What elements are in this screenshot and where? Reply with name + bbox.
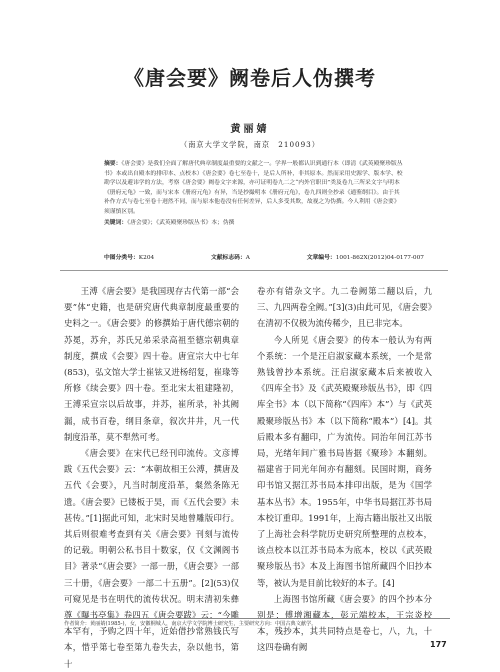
abstract-text: 《唐会要》是我们全面了解唐代典章制度最重要的文献之一。学界一般都认识到通行本（即清《武英殿聚珍版丛书》本或出自殿本的排印本、点校本）《唐会要》卷七至卷十，是后人所补，非其原本。然而采用史源学、版本学、校勘学以及避讳学的方法，考察《唐会要》阙卷文字来源，亦可证明卷九二之“内外官职田”类及卷九三所采文字与明本《册府元龟》一致，而与宋本《册府元龟》有异，当是抄撮明本《册府元龟》，卷九四则全抄录《通鉴纲目》。由于其补作方式与卷七至卷十迥然不同，而与原本他卷没有任何差异，后人多受其欺，故视之为伪撰。今人利用《唐会要》须谨慎区别。 <box>104 161 403 215</box>
clc-number <box>104 252 154 261</box>
document-code <box>211 252 250 261</box>
article-number-label: 文章编号： <box>306 255 336 261</box>
body-paragraph: 卷亦有错杂文字。九二卷阙第二翻以后，九三、九四两卷全阙。”[3](3)由此可见，《唐会要》在清初不仅极为流传稀少，且已非完本。 <box>257 286 432 329</box>
classification-row <box>104 252 424 261</box>
author-name: 黄丽婧 <box>230 124 270 135</box>
body-paragraph: 上海图书馆所藏《唐会要》的四个抄本分别是：傅增湘藏本，彭元端校本，王宗炎校本，残抄本，其共同特点是卷七，八，九，十这四卷确有阙 <box>257 593 432 653</box>
body-paragraph: 今人所见《唐会要》的传本一般认为有两个系统：一个是汪启淑家藏本系统，一个是常熟钱曾抄本系统。汪启淑家藏本后来被收入《四库全书》及《武英殿聚珍版丛书》，即《四库全书》本（以下简称“《四库》本”）与《武英殿聚珍版丛书》本（以下简称“殿本”）[4]。其后殿本多有翻印，广为流传。同治年间江苏书局，光绪年间广雅书局皆据《聚珍》本翻刻。福建省于同光年间亦有翻刻。民国时期，商务印书馆又据江苏书局本排印出版，是为《国学基本丛书》本。1955年，中华书局据江苏书局本校订重印。1991年，上海古籍出版社又出版了上海社会科学院历史研究所整理的点校本，该点校本以江苏书局本为底本，校以《武英殿聚珍版丛书》本及上海图书馆所藏四个旧抄本等，被认为是目前比较好的本子。[4] <box>257 334 432 588</box>
author-affiliation: （南京大学文学院，南京 210093） <box>180 140 320 149</box>
article-number-value: 1001-862X(2012)04-0177-007 <box>335 255 424 261</box>
footnote-divider <box>64 618 450 619</box>
document-code-value: A <box>245 255 250 261</box>
author-footnote: 作者简介：黄丽婧(1985-)，女，安徽桐城人，南京大学文学院博士研究生，主要研究方向：中国古典文献学。 <box>64 621 317 627</box>
body-paragraph: 《唐会要》在宋代已经刊印流传。文彦博跋《五代会要》云：“本朝故相王公溥，撰唐及五代《会要》，凡当时制度沿革，粲然条陈无遗。《唐会要》已镂板于昊，而《五代会要》未甚传。”[1]据此可知，北宋时吴地曾雕版印行。其后则很难考查到有关《唐会要》刊刻与流传的记载。明朝公私书目十数家，仅《文渊阁书目》著录“《唐会要》一部一册，《唐会要》一部三十册，《唐会要》一部二十五册”。[2](53)仅可窥见是书在明代的流传状况。明末清初朱彝尊《曝书亭集》卷四五《唐会要跋》云：“今雕本罕有，予购之四十年，近始借抄常熟钱氏写本，惜乎第七卷至第九卷失去，杂以他书，第十 <box>64 448 239 669</box>
clc-value: K204 <box>138 255 155 261</box>
keywords-text: 《唐会要》；《武英殿聚珍版丛书》本；伪撰 <box>127 219 235 226</box>
abstract <box>104 160 404 218</box>
article-number <box>307 252 424 261</box>
page-number: 177 <box>430 640 447 649</box>
document-code-label: 文献标志码： <box>210 255 246 261</box>
keywords <box>104 219 404 229</box>
keywords-label: 关键词： <box>104 219 128 226</box>
body-column-left <box>64 283 239 672</box>
article-title: 《唐会要》阙卷后人伪撰考 <box>124 66 376 90</box>
body-column-right <box>257 283 432 656</box>
body-paragraph: 王溥《唐会要》是我国现存古代第一部“会要”体“史籍，也是研究唐代典章制度最重要的史料之一。《唐会要》的修撰始于唐代德宗朝的苏冕，苏弁，苏氏兄弟采录高祖至德宗朝典章制度，撰成《会要》四十卷。唐宣宗大中七年(853)，弘文馆大学士崔铉又进杨绍复，崔瑑等所修《续会要》四十卷。至北宋太祖建隆初，王溥采宣宗以后故事，并苏，崔所录，补其阙漏，成书百卷，纲目条章，叙次井井，凡一代制度沿革，莫不犁然可考。 <box>64 286 239 442</box>
header-divider <box>60 270 448 271</box>
abstract-section <box>104 160 404 228</box>
abstract-label: 摘要： <box>104 161 122 167</box>
clc-label: 中图分类号： <box>104 255 139 261</box>
